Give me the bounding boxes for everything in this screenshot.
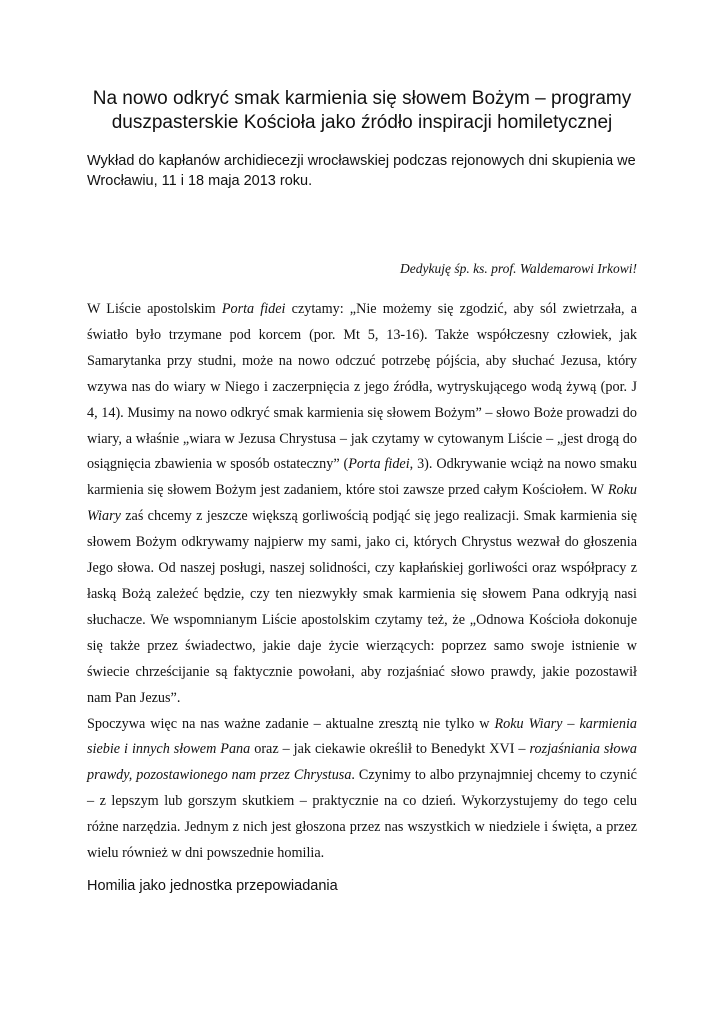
text-run: czytamy: „Nie możemy się zgodzić, aby sól zwietrzała, a światło było trzymane pod korcem (por. Mt 5, 13-16). Także współczesny człowiek, jak Samarytanka przy studni, może na nowo odczuć potrzebę pójścia, aby słuchać Jezusa, który wzywa nas do wiary w Niego i zaczerpnięcia z jego źródła, wytryskującego wodą żywą (por. J 4, 14). Musimy na nowo odkryć smak karmienia się słowem Bożym” – słowo Boże prowadzi do wiary, a właśnie „wiara w Jezusa Chrystusa – jak czytamy w cytowanym Liście – „jest drogą do osiągnięcia zbawienia w sposób ostateczny” ( [87,301,637,473]
italic-run: rozjaśniania słowa prawdy, pozostawionego nam przez Chrystusa [87,741,637,784]
text-run: W Liście apostolskim [87,301,222,317]
text-run: . Czynimy to albo przynajmniej chcemy to czynić – z lepszym lub gorszym skutkiem – praktycznie na co dzień. Wykorzystujemy do tego celu różne narzędzia. Jednym z nich jest głoszona przez nas wszystkich w niedziele i święta, a przez wielu również w dni powszednie homilia. [87,767,637,862]
document-subtitle: Wykład do kapłanów archidiecezji wrocławskiej podczas rejonowych dni skupienia we Wrocławiu, 11 i 18 maja 2013 roku. [87,153,636,189]
text-run: oraz – jak ciekawie określił to Benedykt XVI – [250,741,530,758]
dedication: Dedykuję śp. ks. prof. Waldemarowi Irkowi! [400,261,637,276]
text-run: Spoczywa więc na nas ważne zadanie – aktualne zresztą nie tylko w [87,715,495,732]
text-run: zaś chcemy z jeszcze większą gorliwością podjąć się jego realizacji. Smak karmienia się słowem Bożym odkrywamy najpierw my sami, jako ci, których Chrystus wezwał do głoszenia Jego słowa. Od naszej posługi, naszej solidności, czy kapłańskiej gorliwości oraz współpracy z łaską Bożą zależeć będzie, czy ten niezwykły smak karmienia się słowem Pana odkryją nasi słuchacze. We wspomnianym Liście apostolskim czytamy też, że „Odnowa Kościoła dokonuje się także przez świadectwo, jakie daje życie wierzących: poprzez samo swoje istnienie w świecie chrześcijanie są faktycznie powołani, aby rozjaśniać słowo prawdy, jakie pozostawił nam Pan Jezus”. [87,508,637,706]
paragraph-1 [87,297,637,712]
document-title: Na nowo odkryć smak karmienia się słowem Bożym – programy duszpasterskie Kościoła jako źródło inspiracji homiletycznej [92,88,632,133]
paragraph-2 [87,712,637,867]
section-heading: Homilia jako jednostka przepowiadania [87,878,338,894]
italic-run: Porta fidei [221,301,286,317]
italic-run: Porta fidei [348,456,410,473]
italic-run: Roku Wiary – karmienia siebie i innych słowem Pana [87,715,637,758]
italic-run: Roku Wiary [87,482,637,525]
text-run: , 3). Odkrywanie wciąż na nowo smaku karmienia się słowem Bożym jest zadaniem, które stoi zawsze przed całym Kościołem. W [87,456,637,499]
body-text [87,297,637,867]
